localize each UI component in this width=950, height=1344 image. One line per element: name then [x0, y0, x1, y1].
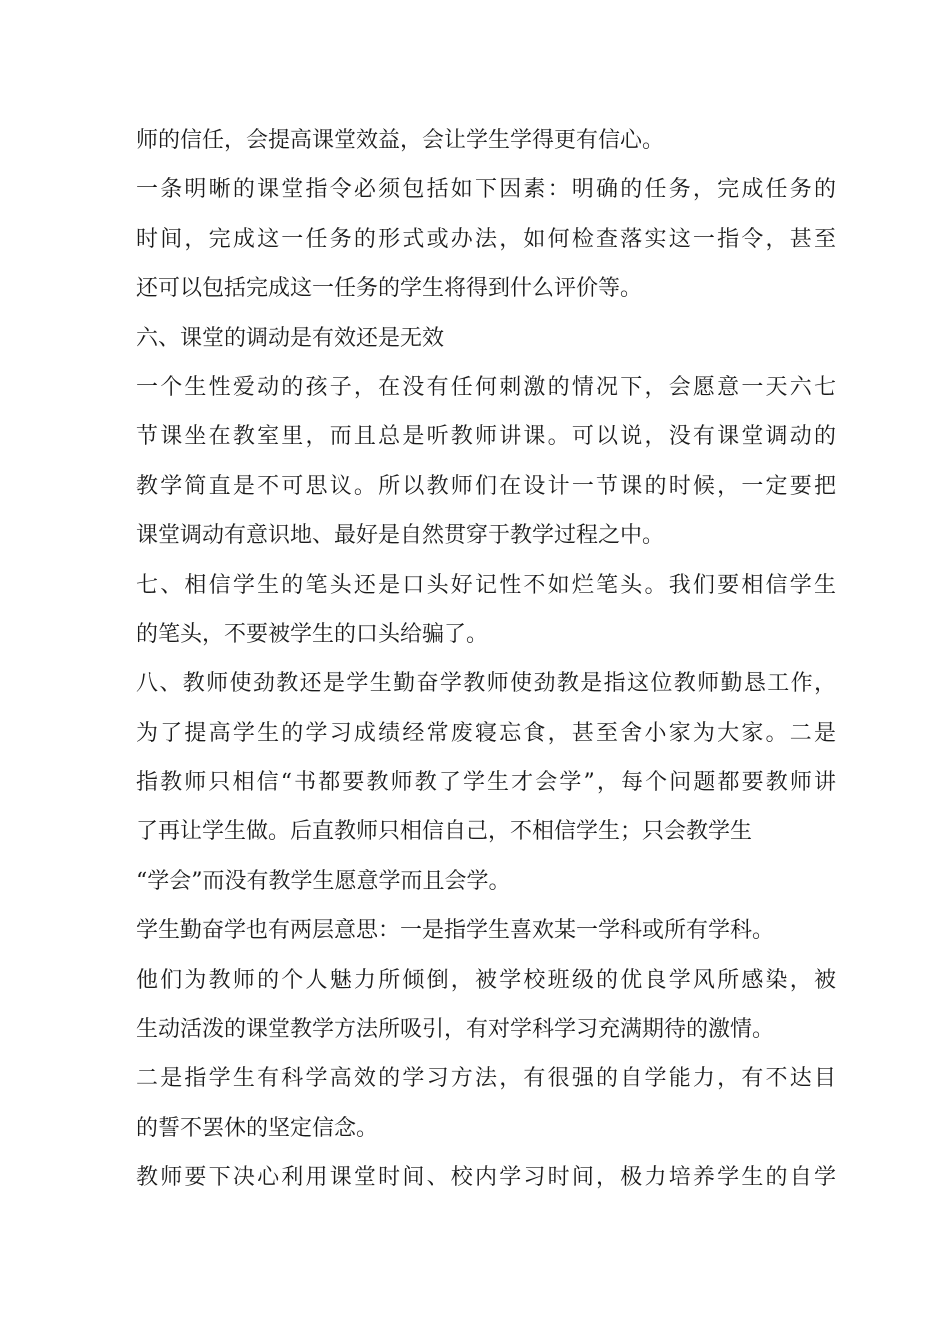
text-line: 时间，完成这一任务的形式或办法，如何检查落实这一指令，甚至 [136, 226, 836, 252]
text-line: 为了提高学生的学习成绩经常废寝忘食，甚至舍小家为大家。二是 [136, 720, 836, 746]
text-line: 七、相信学生的笔头还是口头好记性不如烂笔头。我们要相信学生 [136, 572, 836, 598]
text-line: 了再让学生做。后直教师只相信自己，不相信学生；只会教学生 [136, 819, 753, 845]
paragraph [136, 363, 836, 561]
text-line: 八、教师使劲教还是学生勤奋学教师使劲教是指这位教师勤恳工作， [136, 671, 836, 697]
text-line: 学生勤奋学也有两层意思：一是指学生喜欢某一学科或所有学科。 [136, 918, 775, 944]
text-line: 的笔头，不要被学生的口头给骗了。 [136, 621, 489, 647]
text-line: 师的信任，会提高课堂效益，会让学生学得更有信心。 [136, 128, 665, 153]
text-line: 的誓不罢休的坚定信念。 [136, 1115, 379, 1141]
text-line: 课堂调动有意识地、最好是自然贯穿于教学过程之中。 [136, 523, 665, 549]
paragraph [136, 116, 836, 165]
section-heading [136, 314, 836, 363]
text-line: 一个生性爱动的孩子，在没有任何刺激的情况下，会愿意一天六七 [136, 374, 836, 400]
text-line: “学会”而没有教学生愿意学而且会学。 [136, 868, 511, 894]
text-line: 六、课堂的调动是有效还是无效 [136, 325, 445, 351]
paragraph [136, 906, 836, 1153]
text-line: 教学简直是不可思议。所以教师们在设计一节课的时候，一定要把 [136, 473, 836, 499]
text-line: 生动活泼的课堂教学方法所吸引，有对学科学习充满期待的激情。 [136, 1017, 775, 1043]
paragraph [136, 561, 836, 660]
paragraph [136, 1153, 836, 1202]
paragraph [136, 165, 836, 313]
text-line: 二是指学生有科学高效的学习方法，有很强的自学能力，有不达目 [136, 1066, 836, 1092]
text-line: 指教师只相信“书都要教师教了学生才会学”，每个问题都要教师讲 [136, 770, 836, 796]
text-line: 还可以包括完成这一任务的学生将得到什么评价等。 [136, 276, 643, 302]
text-line: 一条明晰的课堂指令必须包括如下因素：明确的任务，完成任务的 [136, 177, 836, 203]
text-line: 他们为教师的个人魅力所倾倒，被学校班级的优良学风所感染，被 [136, 967, 836, 993]
document-body [136, 116, 836, 1203]
text-line: 节课坐在教室里，而且总是听教师讲课。可以说，没有课堂调动的 [136, 424, 836, 450]
text-line: 教师要下决心利用课堂时间、校内学习时间，极力培养学生的自学 [136, 1165, 836, 1191]
paragraph [136, 659, 836, 906]
